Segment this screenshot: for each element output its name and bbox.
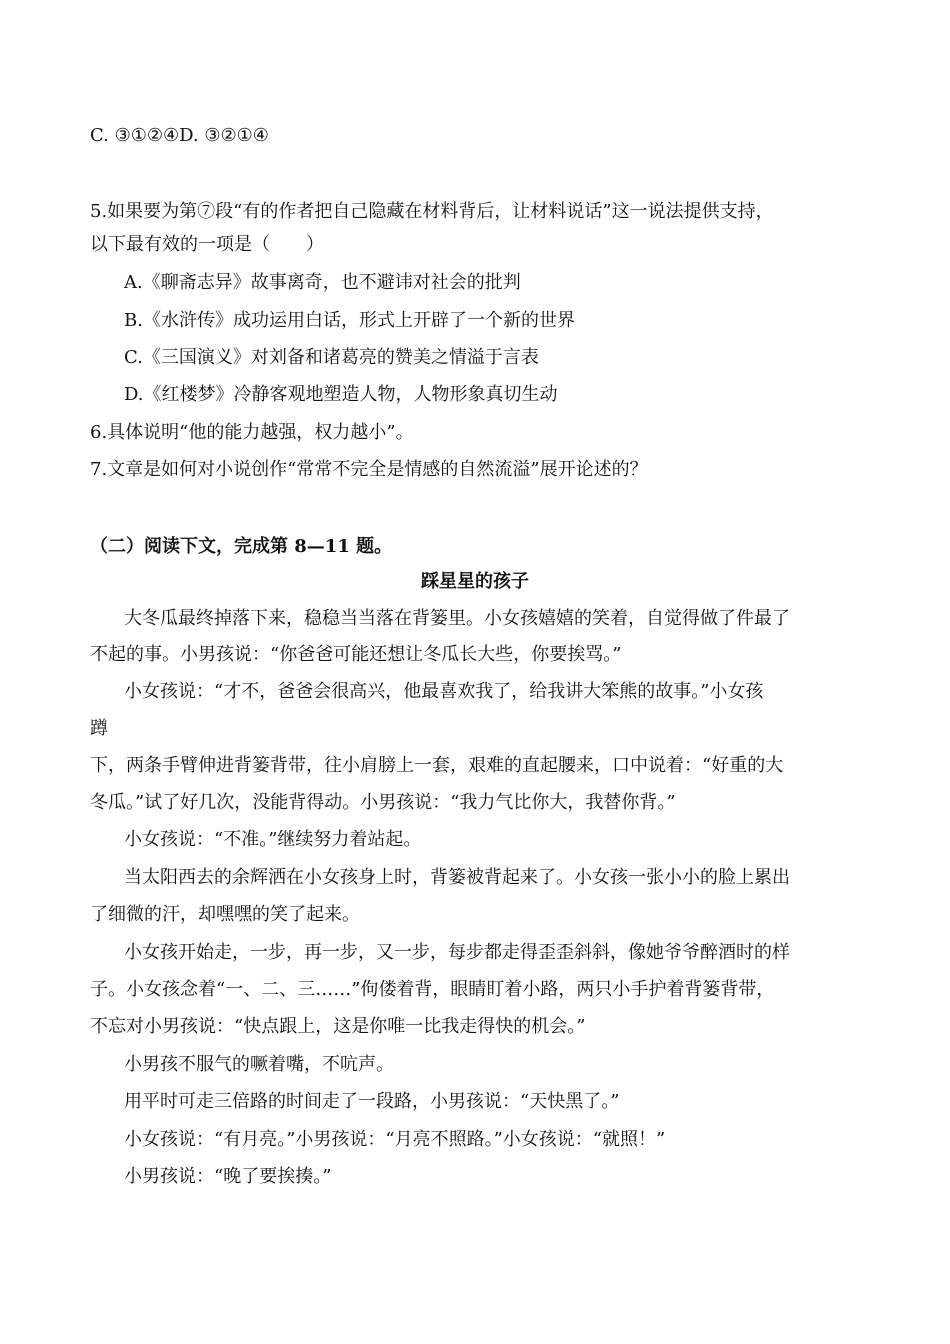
story-line: 下，两条手臂伸进背篓背带，往小肩膀上一套，艰难的直起腰来，口中说着：“好重的大: [90, 755, 784, 776]
story-line: 小女孩说：“不准。”继续努力着站起。: [124, 829, 422, 850]
question-5-option-c: C.《三国演义》对刘备和诸葛亮的赞美之情溢于言表: [124, 347, 539, 368]
story-line: 了细微的汗，却嘿嘿的笑了起来。: [90, 904, 360, 925]
story-line: 当太阳西去的余辉洒在小女孩身上时，背篓被背起来了。小女孩一张小小的脸上累出: [124, 867, 790, 888]
question-5-stem-line-1: 5.如果要为第⑦段“有的作者把自己隐藏在材料背后，让材料说话”这一说法提供支持，: [90, 201, 774, 222]
story-line: 小女孩说：“有月亮。”小男孩说：“月亮不照路。”小女孩说：“就照！”: [124, 1129, 666, 1150]
story-line: 小男孩说：“晚了要挨揍。”: [124, 1166, 332, 1187]
story-line: 大冬瓜最终掉落下来，稳稳当当落在背篓里。小女孩嬉嬉的笑着，自觉得做了件最了: [124, 608, 790, 629]
story-line: 冬瓜。”试了好几次，没能背得动。小男孩说：“我力气比你大，我替你背。”: [90, 792, 676, 813]
story-title: 踩星星的孩子: [421, 571, 529, 592]
story-line: 用平时可走三倍路的时间走了一段路，小男孩说：“天快黑了。”: [124, 1091, 620, 1112]
question-5-stem-line-2: 以下最有效的一项是（ ）: [90, 234, 324, 255]
story-line: 蹲: [90, 718, 108, 739]
question-4-options-tail: C. ③①②④D. ③②①④: [90, 125, 269, 146]
story-line: 小男孩不服气的噘着嘴，不吭声。: [124, 1054, 394, 1075]
story-line: 小女孩说：“才不，爸爸会很高兴，他最喜欢我了，给我讲大笨熊的故事。”小女孩: [124, 681, 764, 702]
question-5-option-b: B.《水浒传》成功运用白话，形式上开辟了一个新的世界: [124, 310, 575, 331]
question-7: 7.文章是如何对小说创作“常常不完全是情感的自然流溢”展开论述的？: [90, 459, 648, 480]
question-5-option-d: D.《红楼梦》冷静客观地塑造人物，人物形象真切生动: [124, 384, 558, 405]
question-6: 6.具体说明“他的能力越强，权力越小”。: [90, 422, 414, 443]
section-2-heading: （二）阅读下文，完成第 8—11 题。: [90, 536, 393, 557]
story-line: 子。小女孩念着“一、二、三……”佝偻着背，眼睛盯着小路，两只小手护着背篓背带，: [90, 979, 775, 1000]
story-line: 不起的事。小男孩说：“你爸爸可能还想让冬瓜长大些，你要挨骂。”: [90, 644, 622, 665]
question-5-option-a: A.《聊斋志异》故事离奇，也不避讳对社会的批判: [124, 272, 521, 293]
story-line: 不忘对小男孩说：“快点跟上，这是你唯一比我走得快的机会。”: [90, 1016, 586, 1037]
story-line: 小女孩开始走，一步，再一步，又一步，每步都走得歪歪斜斜，像她爷爷醉酒时的样: [124, 942, 790, 963]
